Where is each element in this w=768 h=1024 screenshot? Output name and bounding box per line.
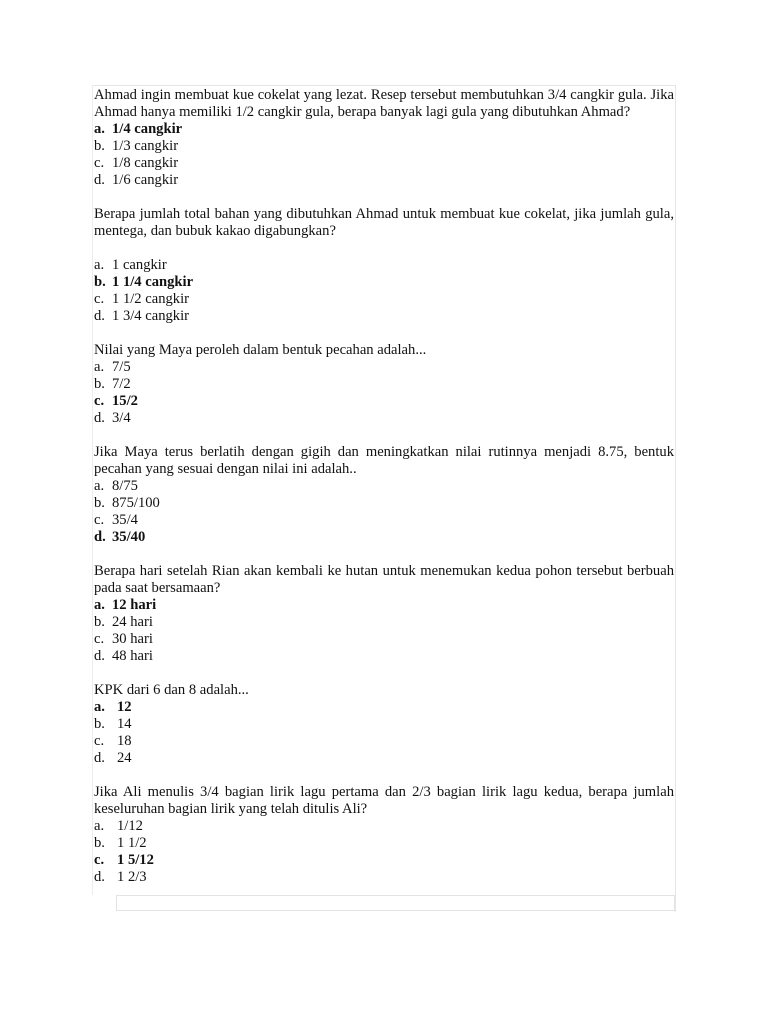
option-d-correct: d. 35/40 <box>94 529 146 545</box>
option-text: 1 3/4 cangkir <box>112 308 190 324</box>
option-text: 1 2/3 <box>117 869 147 885</box>
question-text: Jika Maya terus berlatih dengan gigih dan meningkatkan nilai rutinnya menjadi 8.75, bentuk pecahan yang sesuai dengan nilai ini adalah.. <box>94 444 674 477</box>
option-text: 1/6 cangkir <box>112 172 179 188</box>
option-text: 8/75 <box>112 478 138 494</box>
option-text: 1 1/4 cangkir <box>112 274 194 290</box>
option-b: b. 7/2 <box>94 376 131 392</box>
option-text: 30 hari <box>112 631 153 647</box>
question-2 <box>94 206 674 325</box>
option-b: b. 1/3 cangkir <box>94 138 179 154</box>
option-a-correct: a. 12 hari <box>94 597 157 613</box>
table-border-left <box>92 85 93 895</box>
option-b: b. 1 1/2 <box>94 835 147 851</box>
option-text: 1 5/12 <box>117 852 154 868</box>
option-d: d. 3/4 <box>94 410 131 426</box>
option-c: c. 1 1/2 cangkir <box>94 291 190 307</box>
option-b: b. 14 <box>94 716 132 732</box>
question-text: Nilai yang Maya peroleh dalam bentuk pecahan adalah... <box>94 342 427 358</box>
option-a: a. 8/75 <box>94 478 138 494</box>
option-c-correct: c. 1 5/12 <box>94 852 154 868</box>
question-1 <box>94 87 674 189</box>
option-text: 7/5 <box>112 359 131 375</box>
option-text: 12 hari <box>112 597 157 613</box>
question-4 <box>94 444 674 546</box>
option-text: 1/8 cangkir <box>112 155 179 171</box>
option-text: 24 hari <box>112 614 153 630</box>
table-border-right <box>675 85 676 912</box>
option-a-correct: a. 1/4 cangkir <box>94 121 183 137</box>
option-text: 1 1/2 <box>117 835 147 851</box>
option-text: 18 <box>117 733 132 749</box>
option-d: d. 24 <box>94 750 132 766</box>
option-text: 3/4 <box>112 410 131 426</box>
question-5 <box>94 563 674 665</box>
table-border-top <box>92 85 676 86</box>
question-text: Ahmad ingin membuat kue cokelat yang lezat. Resep tersebut membutuhkan 3/4 cangkir gula. Jika Ahmad hanya memiliki 1/2 cangkir gula, berapa banyak lagi gula yang dibutuhkan Ahmad? <box>94 87 674 120</box>
option-c: c. 35/4 <box>94 512 138 528</box>
question-text: Jika Ali menulis 3/4 bagian lirik lagu pertama dan 2/3 bagian lirik lagu kedua, berapa jumlah keseluruhan bagian lirik yang telah ditulis Ali? <box>94 784 674 817</box>
option-text: 12 <box>117 699 132 715</box>
question-text: Berapa jumlah total bahan yang dibutuhkan Ahmad untuk membuat kue cokelat, jika jumlah gula, mentega, dan bubuk kakao digabungkan? <box>94 206 674 239</box>
option-a: a. 1/12 <box>94 818 143 834</box>
question-6 <box>94 682 674 767</box>
question-list <box>94 87 674 903</box>
option-d: d. 1 3/4 cangkir <box>94 308 190 324</box>
option-a: a. 7/5 <box>94 359 131 375</box>
option-text: 1 1/2 cangkir <box>112 291 190 307</box>
option-a-correct: a. 12 <box>94 699 132 715</box>
option-b: b. 24 hari <box>94 614 153 630</box>
option-text: 1 cangkir <box>112 257 167 273</box>
option-text: 1/12 <box>117 818 143 834</box>
option-c: c. 30 hari <box>94 631 153 647</box>
option-c: c. 18 <box>94 733 132 749</box>
option-text: 7/2 <box>112 376 131 392</box>
option-text: 48 hari <box>112 648 153 664</box>
option-text: 35/4 <box>112 512 138 528</box>
question-text: KPK dari 6 dan 8 adalah... <box>94 682 249 698</box>
option-text: 24 <box>117 750 132 766</box>
option-text: 1/3 cangkir <box>112 138 179 154</box>
option-text: 14 <box>117 716 132 732</box>
option-b-correct: b. 1 1/4 cangkir <box>94 274 194 290</box>
option-b: b. 875/100 <box>94 495 160 511</box>
option-text: 1/4 cangkir <box>112 121 183 137</box>
option-a: a. 1 cangkir <box>94 257 167 273</box>
option-d: d. 48 hari <box>94 648 153 664</box>
option-d: d. 1/6 cangkir <box>94 172 179 188</box>
blank-line <box>94 240 674 257</box>
option-c-correct: c. 15/2 <box>94 393 138 409</box>
option-d: d. 1 2/3 <box>94 869 147 885</box>
option-text: 15/2 <box>112 393 138 409</box>
question-3 <box>94 342 674 427</box>
option-text: 35/40 <box>112 529 146 545</box>
question-7 <box>94 784 674 886</box>
option-c: c. 1/8 cangkir <box>94 155 179 171</box>
option-text: 875/100 <box>112 495 160 511</box>
question-text: Berapa hari setelah Rian akan kembali ke hutan untuk menemukan kedua pohon tersebut berbuah pada saat bersamaan? <box>94 563 674 596</box>
